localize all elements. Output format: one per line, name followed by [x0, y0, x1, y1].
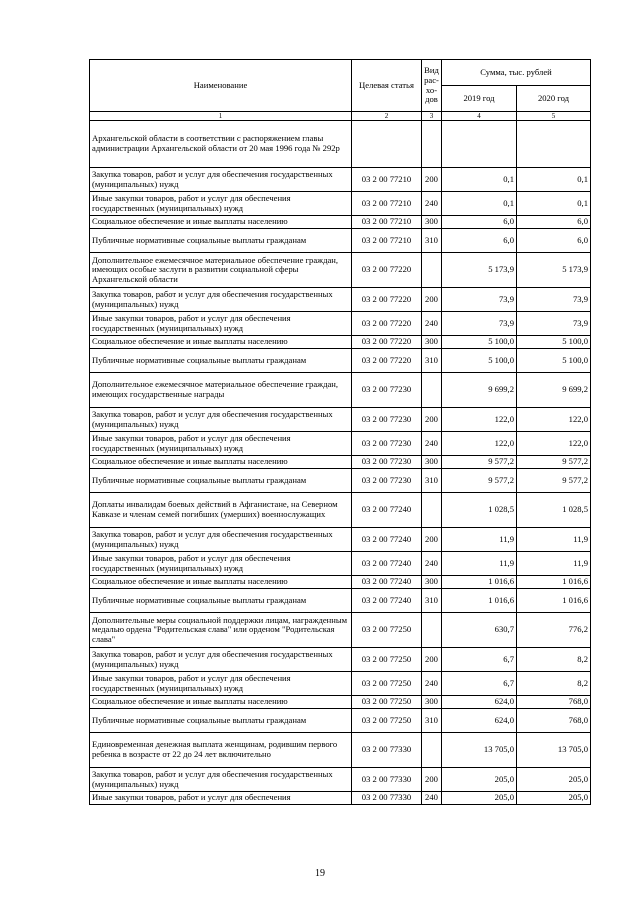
row-value-2020: 122,0	[517, 408, 591, 432]
row-value-2019: 205,0	[442, 768, 517, 792]
row-name: Иные закупки товаров, работ и услуг для обеспечения государственных (муниципальных) нужд	[90, 432, 352, 456]
row-name: Социальное обеспечение и иные выплаты населению	[90, 456, 352, 469]
row-target-code: 03 2 00 77230	[352, 373, 422, 408]
row-expense-type: 240	[422, 312, 442, 336]
row-expense-type	[422, 493, 442, 528]
row-expense-type: 300	[422, 216, 442, 229]
row-target-code: 03 2 00 77240	[352, 552, 422, 576]
row-name: Дополнительное ежемесячное материальное обеспечение граждан, имеющих государственные награды	[90, 373, 352, 408]
row-name: Иные закупки товаров, работ и услуг для обеспечения государственных (муниципальных) нужд	[90, 552, 352, 576]
row-value-2019: 9 577,2	[442, 469, 517, 493]
header-2020: 2020 год	[517, 86, 591, 112]
table-row	[90, 168, 591, 192]
row-name: Публичные нормативные социальные выплаты гражданам	[90, 589, 352, 613]
row-value-2019: 1 016,6	[442, 589, 517, 613]
row-value-2019: 0,1	[442, 168, 517, 192]
budget-table	[89, 59, 591, 805]
row-name: Дополнительные меры социальной поддержки лицам, награжденным медалью ордена "Родительская слава" или орденом "Родительская слава"	[90, 613, 352, 648]
row-value-2019: 630,7	[442, 613, 517, 648]
row-value-2019: 624,0	[442, 709, 517, 733]
row-target-code: 03 2 00 77250	[352, 709, 422, 733]
row-value-2019: 73,9	[442, 288, 517, 312]
row-value-2020: 8,2	[517, 648, 591, 672]
row-value-2020: 5 100,0	[517, 349, 591, 373]
row-value-2020: 9 577,2	[517, 456, 591, 469]
col-number: 3	[422, 112, 442, 121]
page-number: 19	[315, 868, 325, 879]
row-name: Социальное обеспечение и иные выплаты населению	[90, 216, 352, 229]
table-row	[90, 648, 591, 672]
row-expense-type: 300	[422, 336, 442, 349]
row-name: Дополнительное ежемесячное материальное обеспечение граждан, имеющих особые заслуги в развитии социальной сферы Архангельской области	[90, 253, 352, 288]
row-value-2019: 5 173,9	[442, 253, 517, 288]
table-row	[90, 792, 591, 805]
row-expense-type	[422, 733, 442, 768]
row-target-code: 03 2 00 77210	[352, 168, 422, 192]
row-value-2020: 9 577,2	[517, 469, 591, 493]
row-target-code: 03 2 00 77210	[352, 216, 422, 229]
table-row	[90, 613, 591, 648]
row-expense-type: 240	[422, 192, 442, 216]
row-target-code: 03 2 00 77330	[352, 768, 422, 792]
row-name: Публичные нормативные социальные выплаты гражданам	[90, 349, 352, 373]
row-name: Архангельской области в соответствии с распоряжением главы администрации Архангельской области от 20 мая 1996 года № 292р	[90, 121, 352, 168]
table-row	[90, 696, 591, 709]
table-row	[90, 768, 591, 792]
row-expense-type: 240	[422, 552, 442, 576]
table-row	[90, 349, 591, 373]
row-value-2019: 205,0	[442, 792, 517, 805]
row-value-2019: 11,9	[442, 552, 517, 576]
row-target-code: 03 2 00 77240	[352, 589, 422, 613]
header-target: Целевая статья	[352, 60, 422, 112]
row-value-2020	[517, 121, 591, 168]
row-value-2020: 768,0	[517, 696, 591, 709]
row-value-2019: 5 100,0	[442, 336, 517, 349]
table-row	[90, 336, 591, 349]
row-value-2020: 768,0	[517, 709, 591, 733]
row-target-code: 03 2 00 77220	[352, 288, 422, 312]
header-type: Вид рас- хо- дов	[422, 60, 442, 112]
row-expense-type: 240	[422, 792, 442, 805]
row-expense-type: 310	[422, 709, 442, 733]
row-target-code: 03 2 00 77220	[352, 312, 422, 336]
column-numbers-row	[90, 112, 591, 121]
row-expense-type: 310	[422, 589, 442, 613]
table-row	[90, 528, 591, 552]
row-value-2019: 6,0	[442, 216, 517, 229]
row-target-code: 03 2 00 77330	[352, 733, 422, 768]
row-value-2019: 9 699,2	[442, 373, 517, 408]
table-row	[90, 589, 591, 613]
row-target-code: 03 2 00 77210	[352, 192, 422, 216]
row-value-2019: 0,1	[442, 192, 517, 216]
row-expense-type	[422, 373, 442, 408]
row-target-code: 03 2 00 77230	[352, 408, 422, 432]
row-target-code: 03 2 00 77240	[352, 493, 422, 528]
row-expense-type: 240	[422, 432, 442, 456]
row-expense-type: 200	[422, 768, 442, 792]
col-number: 4	[442, 112, 517, 121]
row-value-2019: 9 577,2	[442, 456, 517, 469]
table-row	[90, 432, 591, 456]
table-row	[90, 192, 591, 216]
row-value-2020: 0,1	[517, 168, 591, 192]
row-value-2019: 122,0	[442, 408, 517, 432]
row-name: Закупка товаров, работ и услуг для обеспечения государственных (муниципальных) нужд	[90, 528, 352, 552]
row-name: Доплаты инвалидам боевых действий в Афганистане, на Северном Кавказе и членам семей погибших (умерших) военнослужащих	[90, 493, 352, 528]
row-name: Публичные нормативные социальные выплаты гражданам	[90, 469, 352, 493]
table-row	[90, 216, 591, 229]
row-name: Закупка товаров, работ и услуг для обеспечения государственных (муниципальных) нужд	[90, 288, 352, 312]
row-value-2020: 122,0	[517, 432, 591, 456]
row-target-code: 03 2 00 77220	[352, 336, 422, 349]
header-sum: Сумма, тыс. рублей	[442, 60, 591, 86]
col-number: 5	[517, 112, 591, 121]
row-value-2020: 8,2	[517, 672, 591, 696]
row-value-2019: 6,7	[442, 672, 517, 696]
col-number: 1	[90, 112, 352, 121]
row-target-code: 03 2 00 77210	[352, 229, 422, 253]
table-row	[90, 733, 591, 768]
row-name: Закупка товаров, работ и услуг для обеспечения государственных (муниципальных) нужд	[90, 408, 352, 432]
table-row	[90, 493, 591, 528]
row-expense-type: 300	[422, 696, 442, 709]
row-name: Публичные нормативные социальные выплаты гражданам	[90, 709, 352, 733]
row-value-2019: 73,9	[442, 312, 517, 336]
row-value-2020: 5 173,9	[517, 253, 591, 288]
row-name: Закупка товаров, работ и услуг для обеспечения государственных (муниципальных) нужд	[90, 168, 352, 192]
table-row	[90, 373, 591, 408]
row-value-2019: 1 016,6	[442, 576, 517, 589]
table-row	[90, 469, 591, 493]
row-target-code	[352, 121, 422, 168]
row-value-2019: 122,0	[442, 432, 517, 456]
row-name: Социальное обеспечение и иные выплаты населению	[90, 696, 352, 709]
row-expense-type	[422, 613, 442, 648]
row-expense-type: 310	[422, 349, 442, 373]
row-name: Социальное обеспечение и иные выплаты населению	[90, 336, 352, 349]
row-value-2020: 11,9	[517, 528, 591, 552]
row-value-2019: 5 100,0	[442, 349, 517, 373]
row-value-2020: 1 028,5	[517, 493, 591, 528]
row-target-code: 03 2 00 77240	[352, 528, 422, 552]
row-name: Единовременная денежная выплата женщинам, родившим первого ребенка в возрасте от 22 до 24 лет включительно	[90, 733, 352, 768]
row-value-2019: 1 028,5	[442, 493, 517, 528]
row-value-2020: 11,9	[517, 552, 591, 576]
row-target-code: 03 2 00 77250	[352, 648, 422, 672]
row-name: Закупка товаров, работ и услуг для обеспечения государственных (муниципальных) нужд	[90, 648, 352, 672]
row-target-code: 03 2 00 77240	[352, 576, 422, 589]
row-expense-type: 200	[422, 168, 442, 192]
row-expense-type: 240	[422, 672, 442, 696]
table-row	[90, 253, 591, 288]
row-name: Социальное обеспечение и иные выплаты населению	[90, 576, 352, 589]
row-value-2019: 13 705,0	[442, 733, 517, 768]
row-value-2019: 6,7	[442, 648, 517, 672]
table-row	[90, 229, 591, 253]
row-value-2020: 6,0	[517, 216, 591, 229]
row-value-2020: 9 699,2	[517, 373, 591, 408]
row-target-code: 03 2 00 77220	[352, 253, 422, 288]
table-row	[90, 456, 591, 469]
row-expense-type: 200	[422, 288, 442, 312]
row-target-code: 03 2 00 77330	[352, 792, 422, 805]
row-value-2020: 13 705,0	[517, 733, 591, 768]
row-value-2020: 205,0	[517, 792, 591, 805]
row-value-2020: 776,2	[517, 613, 591, 648]
row-expense-type: 300	[422, 456, 442, 469]
row-expense-type	[422, 121, 442, 168]
row-target-code: 03 2 00 77230	[352, 432, 422, 456]
row-value-2020: 73,9	[517, 288, 591, 312]
row-target-code: 03 2 00 77250	[352, 613, 422, 648]
row-value-2019: 6,0	[442, 229, 517, 253]
row-value-2020: 6,0	[517, 229, 591, 253]
col-number: 2	[352, 112, 422, 121]
row-name: Публичные нормативные социальные выплаты гражданам	[90, 229, 352, 253]
row-value-2019: 624,0	[442, 696, 517, 709]
row-target-code: 03 2 00 77250	[352, 672, 422, 696]
row-value-2020: 73,9	[517, 312, 591, 336]
row-value-2019	[442, 121, 517, 168]
row-target-code: 03 2 00 77230	[352, 469, 422, 493]
table-row	[90, 576, 591, 589]
row-expense-type: 200	[422, 408, 442, 432]
row-value-2020: 1 016,6	[517, 589, 591, 613]
row-expense-type	[422, 253, 442, 288]
table-row	[90, 312, 591, 336]
table-row	[90, 408, 591, 432]
row-value-2020: 1 016,6	[517, 576, 591, 589]
row-expense-type: 200	[422, 648, 442, 672]
row-name: Закупка товаров, работ и услуг для обеспечения государственных (муниципальных) нужд	[90, 768, 352, 792]
row-expense-type: 300	[422, 576, 442, 589]
table-row	[90, 552, 591, 576]
row-expense-type: 200	[422, 528, 442, 552]
row-name: Иные закупки товаров, работ и услуг для обеспечения государственных (муниципальных) нужд	[90, 672, 352, 696]
table-row	[90, 288, 591, 312]
row-value-2020: 205,0	[517, 768, 591, 792]
row-name: Иные закупки товаров, работ и услуг для обеспечения государственных (муниципальных) нужд	[90, 192, 352, 216]
row-value-2019: 11,9	[442, 528, 517, 552]
row-expense-type: 310	[422, 469, 442, 493]
row-target-code: 03 2 00 77250	[352, 696, 422, 709]
header-name: Наименование	[90, 60, 352, 112]
row-name: Иные закупки товаров, работ и услуг для обеспечения государственных (муниципальных) нужд	[90, 312, 352, 336]
row-value-2020: 0,1	[517, 192, 591, 216]
row-expense-type: 310	[422, 229, 442, 253]
row-name: Иные закупки товаров, работ и услуг для обеспечения	[90, 792, 352, 805]
row-target-code: 03 2 00 77230	[352, 456, 422, 469]
table-row	[90, 121, 591, 168]
table-row	[90, 709, 591, 733]
table-row	[90, 672, 591, 696]
row-target-code: 03 2 00 77220	[352, 349, 422, 373]
row-value-2020: 5 100,0	[517, 336, 591, 349]
header-2019: 2019 год	[442, 86, 517, 112]
